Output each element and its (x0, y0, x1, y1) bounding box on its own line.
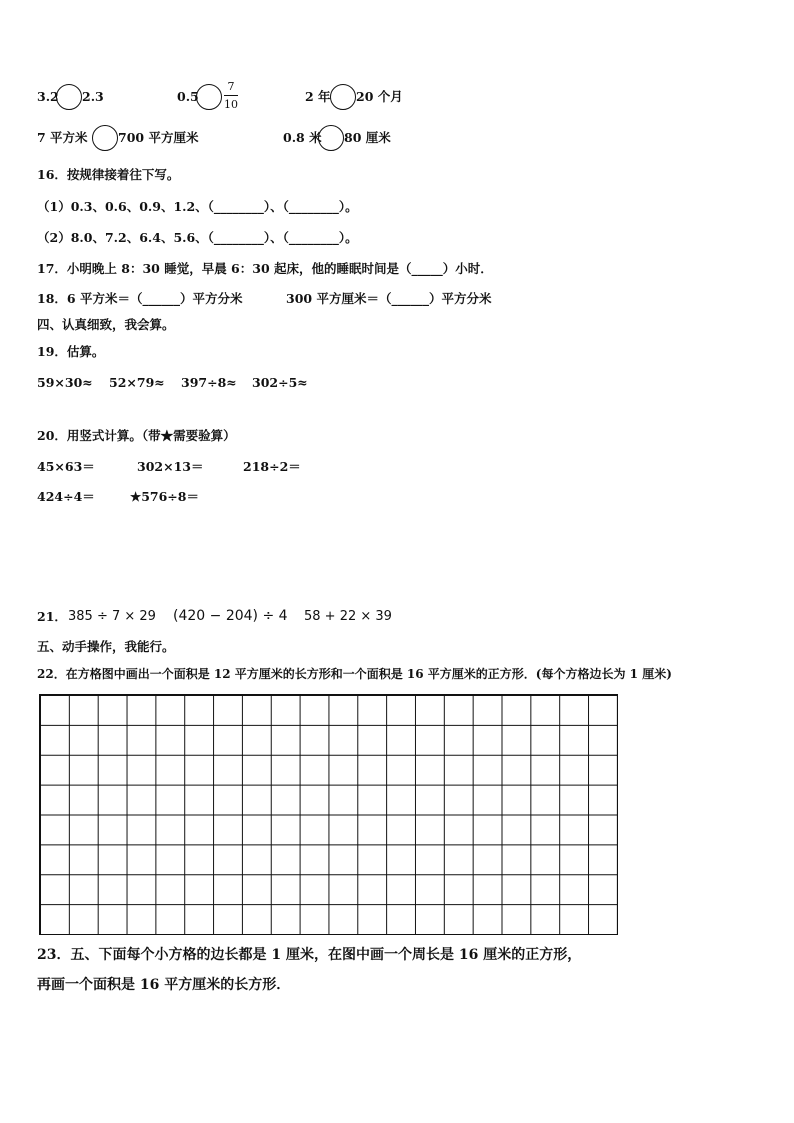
q16-line1[interactable]: （1）0.3、0.6、0.9、1.2、（________）、（________）。 (37, 199, 358, 214)
q18-part2[interactable]: 300 平方厘米＝（______）平方分米 (286, 291, 492, 306)
q19-item-4[interactable]: 302÷5≈ (252, 375, 308, 390)
q22-text: 22．在方格图中画出一个面积是 12 平方厘米的长方形和一个面积是 16 平方厘米的正方形．(每个方格边长为 1 厘米) (37, 667, 672, 681)
q19-item-3[interactable]: 397÷8≈ (181, 375, 237, 390)
q21-label: 21． (37, 609, 67, 624)
compare-5-right: 80 厘米 (344, 130, 391, 145)
compare-3-left: 2 年 (305, 89, 331, 104)
compare-5-left: 0.8 米 (283, 130, 322, 145)
compare-circle-2[interactable] (196, 84, 222, 110)
fraction-numerator: 7 (227, 80, 235, 93)
q20-item-2[interactable]: 302×13＝ (137, 459, 204, 474)
q20-title: 20．用竖式计算。（带★需要验算） (37, 428, 236, 443)
fraction-bar (224, 95, 238, 96)
q20-item-5[interactable]: ★576÷8＝ (130, 489, 199, 504)
q20-item-4[interactable]: 424÷4＝ (37, 489, 95, 504)
compare-circle-4[interactable] (92, 125, 118, 151)
q21-expr-3[interactable]: 58 + 22 × 39 (304, 609, 392, 624)
q20-item-1[interactable]: 45×63＝ (37, 459, 95, 474)
q21-expr-1[interactable]: 385 ÷ 7 × 29 (68, 609, 156, 624)
fraction-denominator: 10 (224, 98, 238, 111)
compare-2-left: 0.5 (177, 89, 199, 104)
q16-title: 16．按规律接着往下写。 (37, 167, 180, 182)
q16-line2[interactable]: （2）8.0、7.2、6.4、5.6、（________）、（________）。 (37, 230, 358, 245)
compare-4-left: 7 平方米 (37, 130, 88, 145)
q23-line1: 23．五、下面每个小方格的边长都是 1 厘米，在图中画一个周长是 16 厘米的正方形， (37, 947, 582, 963)
section-5-heading: 五、动手操作，我能行。 (37, 639, 175, 654)
compare-1-right: 2.3 (82, 89, 104, 104)
compare-4-right: 700 平方厘米 (118, 130, 199, 145)
compare-circle-1[interactable] (56, 84, 82, 110)
compare-circle-3[interactable] (330, 84, 356, 110)
section-4-heading: 四、认真细致，我会算。 (37, 317, 175, 332)
q19-item-2[interactable]: 52×79≈ (109, 375, 165, 390)
q21-expr-2[interactable]: (420 − 204) ÷ 4 (173, 608, 288, 624)
compare-1-left: 3.2 (37, 89, 59, 104)
q19-item-1[interactable]: 59×30≈ (37, 375, 93, 390)
q18-part1[interactable]: 18．6 平方米＝（______）平方分米 (37, 291, 243, 306)
drawing-grid[interactable] (39, 694, 618, 935)
compare-circle-5[interactable] (318, 125, 344, 151)
q17-text[interactable]: 17．小明晚上 8：30 睡觉，早晨 6：30 起床，他的睡眠时间是（_____）小时． (37, 261, 493, 276)
q23-line2: 再画一个面积是 16 平方厘米的长方形． (37, 977, 291, 993)
q19-title: 19．估算。 (37, 344, 105, 359)
q20-item-3[interactable]: 218÷2＝ (243, 459, 301, 474)
compare-3-right: 20 个月 (356, 89, 403, 104)
